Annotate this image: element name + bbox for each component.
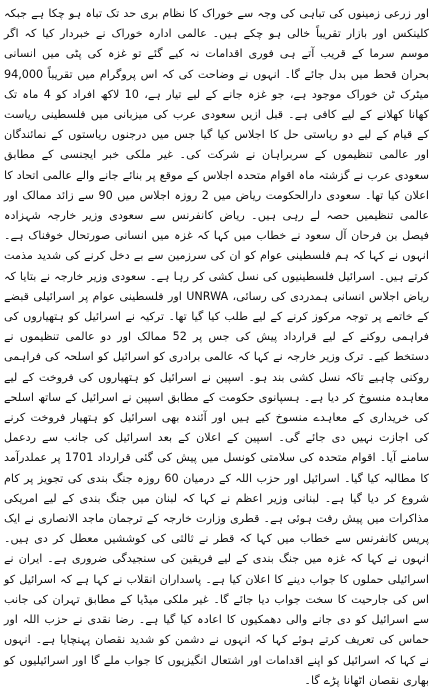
article-body xyxy=(4,4,429,691)
article-paragraph: اور زرعی زمینوں کی تباہی کی وجہ سے خوراک کا نظام بری حد تک تباہ ہو چکا ہے جبکہ کلینکس اور بازار تقریباً خالی ہو چکے ہیں۔ عالمی ادارہ خوراک نے خبردار کیا کہ اگر موسم سرما کے قریب آتے ہی فوری اقدامات نہ کیے گئے تو غزہ کی پٹی میں انسانی بحران قحط میں بدل جائے گا۔ انہوں نے وضاحت کی کہ اس پروگرام میں تقریباً 94,000 میٹرک ٹن خوراک موجود ہے، جو غزہ جانے کے لیے تیار ہے، 10 لاکھ افراد کو 4 ماہ تک کھانا کھلانے کے لیے کافی ہے۔ قبل ازیں سعودی عرب کی میزبانی میں فلسطینی ریاست کے قیام کے لیے دو ریاستی حل کا اجلاس کیا گیا جس میں درجنوں ریاستوں کے نمائندگان اور عالمی تنظیموں کے سربراہان نے شرکت کی۔ غیر ملکی خبر ایجنسی کے مطابق سعودی عرب نے گزشتہ ماہ اقوام متحدہ اجلاس کے موقع پر بنائے جانے والے عالمی اتحاد کا اعلان کیا تھا۔ سعودی دارالحکومت ریاض میں 2 روزہ اجلاس میں 90 سے زائد ممالک اور عالمی تنظیمیں حصہ لے رہی ہیں۔ ریاض کانفرنس سے سعودی وزیر خارجہ شہزادہ فیصل بن فرحان آل سعود نے خطاب میں کہا کہ غزہ میں انسانی صورتحال خوفناک ہے۔ انہوں نے کہا کہ ہم فلسطینی عوام کو ان کی سرزمین سے بے دخل کرنے کی شدید مذمت کرتے ہیں۔ اسرائیل فلسطینیوں کی نسل کشی کر رہا ہے۔ سعودی وزیر خارجہ نے بتایا کہ ریاض اجلاس انسانی ہمدردی کی رسائی، UNRWA اور فلسطینی عوام پر اسرائیلی قبضے کے خاتمے پر توجہ مرکوز کرنے کے لیے طلب کیا گیا تھا۔ ترکیہ نے اسرائیل کو ہتھیاروں کی فراہمی روکنے کے لیے قرارداد پیش کی جس پر 52 ممالک اور دو عالمی تنظیموں نے دستخط کیے۔ ترک وزیر خارجہ نے کہا کہ عالمی برادری کو اسرائیل کو اسلحہ کی فراہمی روکنی چاہیے تاکہ نسل کشی بند ہو۔ اسپین نے اسرائیل کو ہتھیاروں کی فروخت کے لیے معاہدہ منسوخ کر دیا ہے۔ ہسپانوی حکومت کے مطابق اسپین نے اسرائیل کے ساتھ اسلحے کی خریداری کے معاہدے منسوخ کیے ہیں اور آئندہ بھی اسرائیل کو ہتھیار فروخت کرنے کی اجازت نہیں دی جائے گی۔ اسپین کے اعلان کے بعد اسرائیل کی جانب سے ردعمل سامنے آیا۔ اقوام متحدہ کی سلامتی کونسل میں پیش کی گئی قرارداد 1701 پر عملدرآمد کا مطالبہ کیا گیا۔ اسرائیل اور حزب اللہ کے درمیان 60 روزہ جنگ بندی کی تجویز پر کام شروع کر دیا گیا ہے۔ لبنانی وزیر اعظم نے کہا کہ لبنان میں جنگ بندی کے لیے امریکی مذاکرات میں پیش رفت ہوئی ہے۔ قطری وزارت خارجہ کے ترجمان ماجد الانصاری نے ایک پریس کانفرنس سے خطاب میں کہا کہ قطر نے ثالثی کی کوششیں معطل کر دی ہیں۔ انہوں نے کہا کہ غزہ میں جنگ بندی کے لیے فریقین کی سنجیدگی ضروری ہے۔ ایران نے اسرائیلی حملوں کا جواب دینے کا اعلان کیا ہے۔ پاسداران انقلاب نے کہا ہے کہ اسرائیل کو اس کی جارحیت کا سخت جواب دیا جائے گا۔ غیر ملکی میڈیا کے مطابق تہران کی جانب سے اسرائیل کو دی جانے والی دھمکیوں کا اعادہ کیا گیا ہے۔ رضا نقدی نے حزب اللہ اور حماس کی تعریف کرتے ہوئے کہا کہ انہوں نے دشمن کو شدید نقصان پہنچایا ہے۔ انہوں نے کہا کہ اسرائیل کو اپنے اقدامات اور اشتعال انگیزیوں کا جواب ملے گا اور اسرائیلیوں کو بھاری نقصان اٹھانا پڑے گا۔ xyxy=(3,7,430,687)
